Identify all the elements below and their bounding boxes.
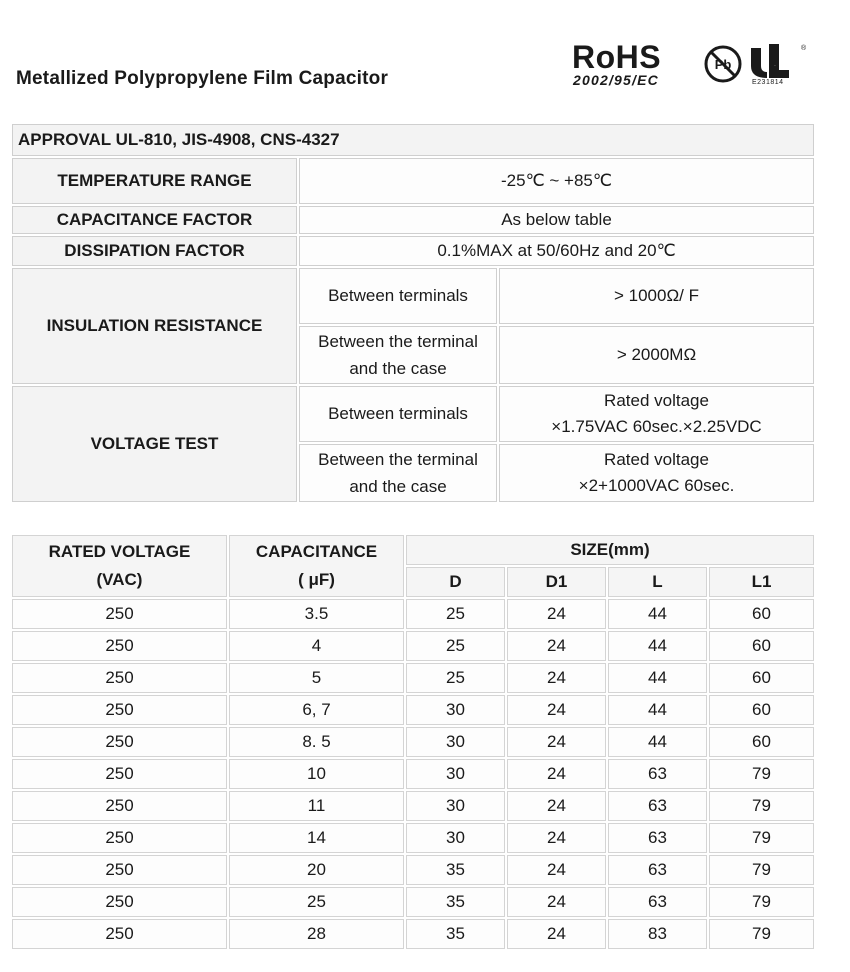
voltage-label: VOLTAGE TEST bbox=[12, 386, 297, 502]
table-row bbox=[12, 631, 814, 661]
spec-table bbox=[10, 122, 816, 504]
d1-cell: 24 bbox=[507, 887, 606, 917]
dissipation-label: DISSIPATION FACTOR bbox=[12, 236, 297, 266]
d-cell: 35 bbox=[406, 887, 505, 917]
voltage-cell: 250 bbox=[12, 887, 227, 917]
voltage-cell: 250 bbox=[12, 727, 227, 757]
d1-cell: 24 bbox=[507, 823, 606, 853]
col-header-l: L bbox=[608, 567, 707, 597]
col-header-l1: L1 bbox=[709, 567, 814, 597]
capacitance-cell: 14 bbox=[229, 823, 404, 853]
table-row bbox=[12, 855, 814, 885]
spec-row-capacitance bbox=[12, 206, 814, 234]
voltage-value-2b: ×2+1000VAC 60sec. bbox=[578, 476, 735, 495]
l1-cell: 60 bbox=[709, 727, 814, 757]
voltage-value-1 bbox=[499, 386, 814, 442]
size-header-row-1 bbox=[12, 535, 814, 565]
d1-cell: 24 bbox=[507, 791, 606, 821]
capacitance-cell: 10 bbox=[229, 759, 404, 789]
table-row bbox=[12, 727, 814, 757]
l1-cell: 79 bbox=[709, 759, 814, 789]
capacitance-header-a: CAPACITANCE bbox=[255, 542, 378, 561]
temperature-label: TEMPERATURE RANGE bbox=[12, 158, 297, 204]
capacitance-header-b: ( μF) bbox=[298, 570, 335, 589]
l-cell: 63 bbox=[608, 887, 707, 917]
voltage-cell: 250 bbox=[12, 919, 227, 949]
d-cell: 25 bbox=[406, 631, 505, 661]
rohs-directive: 2002/95/EC bbox=[573, 72, 659, 88]
d-cell: 30 bbox=[406, 823, 505, 853]
d1-cell: 24 bbox=[507, 631, 606, 661]
insulation-cond-2b: and the case bbox=[349, 359, 447, 378]
l1-cell: 60 bbox=[709, 599, 814, 629]
approval-cell: APPROVAL UL-810, JIS-4908, CNS-4327 bbox=[12, 124, 814, 156]
d1-cell: 24 bbox=[507, 727, 606, 757]
l1-cell: 79 bbox=[709, 791, 814, 821]
rated-voltage-header bbox=[12, 535, 227, 597]
dissipation-value: 0.1%MAX at 50/60Hz and 20℃ bbox=[299, 236, 814, 266]
l1-cell: 79 bbox=[709, 919, 814, 949]
l-cell: 63 bbox=[608, 759, 707, 789]
l-cell: 63 bbox=[608, 791, 707, 821]
voltage-cond-2b: and the case bbox=[349, 477, 447, 496]
l-cell: 44 bbox=[608, 663, 707, 693]
voltage-cond-2a: Between the terminal bbox=[318, 450, 478, 469]
capacitance-cell: 4 bbox=[229, 631, 404, 661]
capacitance-header bbox=[229, 535, 404, 597]
table-row bbox=[12, 663, 814, 693]
d1-cell: 24 bbox=[507, 919, 606, 949]
size-table bbox=[10, 533, 816, 951]
capacitance-cell: 6, 7 bbox=[229, 695, 404, 725]
l1-cell: 79 bbox=[709, 823, 814, 853]
voltage-cell: 250 bbox=[12, 599, 227, 629]
insulation-cond-1: Between terminals bbox=[299, 268, 497, 324]
voltage-cell: 250 bbox=[12, 759, 227, 789]
l-cell: 44 bbox=[608, 631, 707, 661]
d1-cell: 24 bbox=[507, 695, 606, 725]
spec-row-voltage-1 bbox=[12, 386, 814, 442]
l1-cell: 60 bbox=[709, 631, 814, 661]
rated-voltage-header-a: RATED VOLTAGE bbox=[48, 542, 191, 561]
d-cell: 30 bbox=[406, 791, 505, 821]
rohs-logo bbox=[570, 40, 700, 90]
table-row bbox=[12, 599, 814, 629]
col-header-d: D bbox=[406, 567, 505, 597]
l-cell: 63 bbox=[608, 823, 707, 853]
voltage-value-2a: Rated voltage bbox=[604, 450, 709, 469]
d-cell: 30 bbox=[406, 695, 505, 725]
voltage-value-2 bbox=[499, 444, 814, 502]
table-row bbox=[12, 759, 814, 789]
table-row bbox=[12, 887, 814, 917]
d-cell: 25 bbox=[406, 599, 505, 629]
table-row bbox=[12, 919, 814, 949]
voltage-cell: 250 bbox=[12, 695, 227, 725]
capacitance-value: As below table bbox=[299, 206, 814, 234]
l-cell: 44 bbox=[608, 727, 707, 757]
capacitance-cell: 3.5 bbox=[229, 599, 404, 629]
d1-cell: 24 bbox=[507, 759, 606, 789]
pb-label: Pb bbox=[714, 57, 732, 72]
pb-free-icon bbox=[703, 44, 743, 84]
capacitance-cell: 5 bbox=[229, 663, 404, 693]
insulation-value-2: > 2000MΩ bbox=[499, 326, 814, 384]
insulation-cond-2a: Between the terminal bbox=[318, 332, 478, 351]
capacitance-cell: 8. 5 bbox=[229, 727, 404, 757]
voltage-value-1a: Rated voltage bbox=[604, 391, 709, 410]
d-cell: 25 bbox=[406, 663, 505, 693]
spec-row-dissipation bbox=[12, 236, 814, 266]
voltage-cond-1: Between terminals bbox=[299, 386, 497, 442]
l-cell: 63 bbox=[608, 855, 707, 885]
capacitance-cell: 20 bbox=[229, 855, 404, 885]
svg-text:®: ® bbox=[801, 45, 807, 52]
col-header-d1: D1 bbox=[507, 567, 606, 597]
table-row bbox=[12, 695, 814, 725]
table-row bbox=[12, 791, 814, 821]
d1-cell: 24 bbox=[507, 599, 606, 629]
spec-row-approval bbox=[12, 124, 814, 156]
ul-file-number: E231814 bbox=[752, 79, 784, 86]
spec-row-temperature bbox=[12, 158, 814, 204]
rohs-word: RoHS bbox=[572, 39, 662, 75]
d1-cell: 24 bbox=[507, 855, 606, 885]
voltage-cell: 250 bbox=[12, 791, 227, 821]
l-cell: 44 bbox=[608, 695, 707, 725]
rated-voltage-header-b: (VAC) bbox=[96, 570, 143, 589]
l1-cell: 79 bbox=[709, 887, 814, 917]
insulation-value-1: > 1000Ω/ F bbox=[499, 268, 814, 324]
d-cell: 35 bbox=[406, 855, 505, 885]
insulation-label: INSULATION RESISTANCE bbox=[12, 268, 297, 384]
voltage-cell: 250 bbox=[12, 823, 227, 853]
insulation-cond-2 bbox=[299, 326, 497, 384]
voltage-cond-2 bbox=[299, 444, 497, 502]
capacitance-cell: 28 bbox=[229, 919, 404, 949]
d-cell: 35 bbox=[406, 919, 505, 949]
capacitance-label: CAPACITANCE FACTOR bbox=[12, 206, 297, 234]
d-cell: 30 bbox=[406, 727, 505, 757]
voltage-cell: 250 bbox=[12, 631, 227, 661]
voltage-cell: 250 bbox=[12, 855, 227, 885]
capacitance-cell: 11 bbox=[229, 791, 404, 821]
l1-cell: 60 bbox=[709, 695, 814, 725]
voltage-value-1b: ×1.75VAC 60sec.×2.25VDC bbox=[551, 417, 762, 436]
ul-label: UL bbox=[774, 66, 776, 67]
spec-row-insulation-1 bbox=[12, 268, 814, 324]
d-cell: 30 bbox=[406, 759, 505, 789]
d1-cell: 24 bbox=[507, 663, 606, 693]
l-cell: 83 bbox=[608, 919, 707, 949]
l-cell: 44 bbox=[608, 599, 707, 629]
temperature-value: -25℃ ~ +85℃ bbox=[299, 158, 814, 204]
voltage-cell: 250 bbox=[12, 663, 227, 693]
size-header: SIZE(mm) bbox=[406, 535, 814, 565]
l1-cell: 79 bbox=[709, 855, 814, 885]
table-row bbox=[12, 823, 814, 853]
ul-mark-icon bbox=[745, 40, 807, 80]
page-title: Metallized Polypropylene Film Capacitor bbox=[16, 68, 389, 89]
l1-cell: 60 bbox=[709, 663, 814, 693]
capacitance-cell: 25 bbox=[229, 887, 404, 917]
